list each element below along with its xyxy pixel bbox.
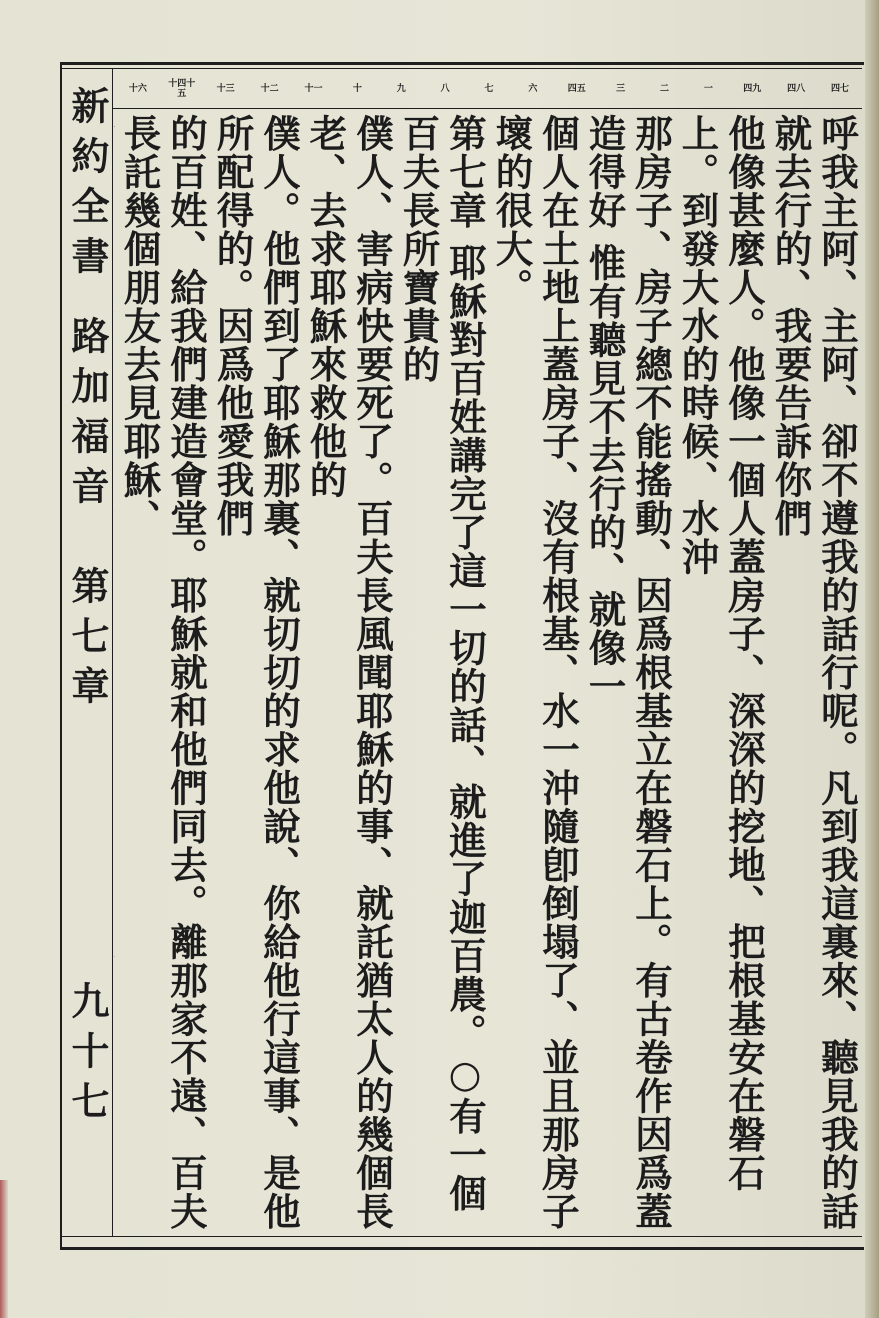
verse-number: 二 [660, 84, 670, 94]
text-column: 那房子、房子總不能搖動、因爲根基立在磐石上。有古卷作因爲蓋造得好 惟有聽見不去行的、就像一 [582, 114, 673, 1231]
scripture-text [114, 114, 860, 1234]
frame-rule-bottom [60, 1236, 862, 1237]
verse-number: 四五 [567, 84, 586, 94]
gospel-title: 路加福音 [65, 316, 110, 516]
text-column: 第七章 耶穌對百姓講完了這一切的話、就進了迦百農。○有一個百夫長所寶貴的 [396, 114, 487, 1213]
verse-number: 七 [484, 84, 494, 94]
text-column: 呼我主阿、主阿、卻不遵我的話行呢。凡到我這裏來、聽見我的話就去行的、我要告訴你們 [768, 114, 859, 1231]
verse-number: 六 [528, 84, 538, 94]
text-column: 他像甚麼人。他像一個人蓋房子、深深的挖地、把根基安在磐石上。到發大水的時候、水沖 [675, 114, 766, 1192]
text-column: 僕人、害病快要死了。百夫長風聞耶穌的事、就託猶太人的幾個長老、去求耶穌來救他的 [303, 114, 394, 1231]
verse-number: 四九 [743, 84, 762, 94]
verse-number: 四七 [831, 84, 850, 94]
verse-number: 八 [440, 84, 450, 94]
verse-number: 十六 [128, 84, 147, 94]
running-header [64, 86, 110, 1236]
frame-rule-top [60, 68, 862, 69]
page-edge-left [0, 1180, 8, 1318]
verse-number: 九 [396, 84, 406, 94]
verse-number: 十 [352, 84, 362, 94]
verse-number: 十一 [304, 84, 323, 94]
verse-number: 十三 [216, 84, 235, 94]
verse-number-row [112, 70, 862, 108]
header-column-divider [112, 68, 113, 1236]
text-column: 個人在土地上蓋房子、沒有根基、水一沖隨卽倒塌了、並且那房子壞的很大。 [489, 114, 580, 1231]
verse-number: 三 [616, 84, 626, 94]
verse-number-divider [112, 108, 862, 109]
page-number: 九十七 [65, 981, 110, 1131]
verse-number: 十二 [260, 84, 279, 94]
text-column: 僕人。他們到了耶穌那裏、就切切的求他說、你給他行這事、是他所配得的。因爲他愛我們 [210, 114, 301, 1231]
text-column [114, 114, 116, 1234]
verse-number: 一 [703, 84, 713, 94]
book-title: 新約全書 [65, 86, 110, 286]
verse-number: 四八 [787, 84, 806, 94]
text-column: 的百姓、給我們建造會堂。耶穌就和他們同去。離那家不遠、百夫長託幾個朋友去見耶穌、 [117, 114, 208, 1231]
verse-number: 十四十五 [168, 79, 196, 99]
chapter-label: 第七章 [65, 566, 110, 716]
page-edge [865, 0, 879, 1318]
